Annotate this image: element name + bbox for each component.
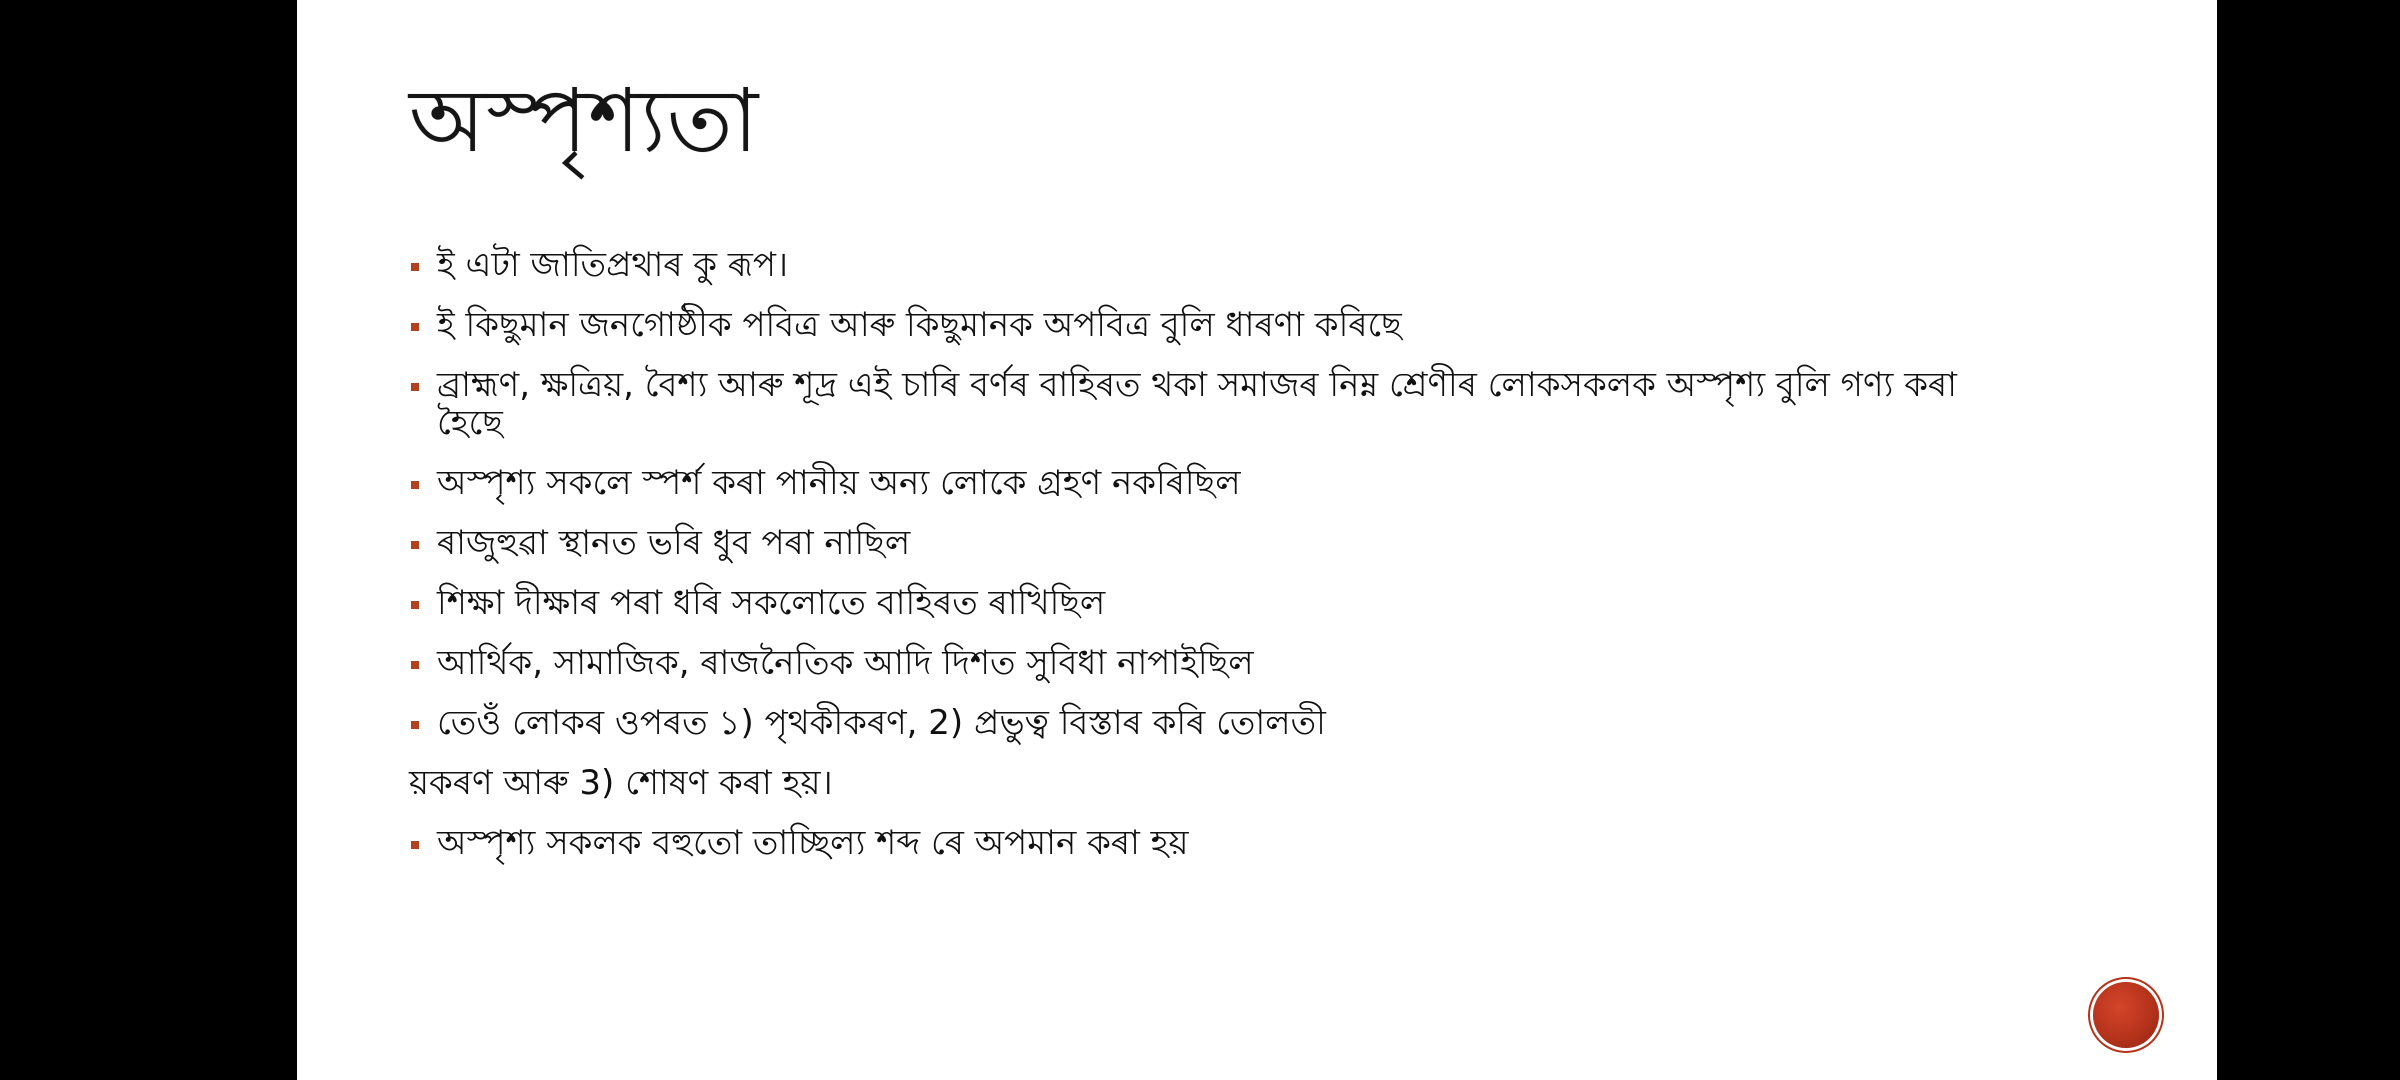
bullet-item-4: [409, 464, 1969, 502]
bullet-item-1: [409, 246, 1969, 284]
bullet-list: [409, 246, 1969, 884]
bullet-item-3: [409, 366, 1969, 442]
red-circle-button-icon[interactable]: [2093, 982, 2159, 1048]
bullet-marker: [411, 661, 419, 669]
bullet-item-5: [409, 524, 1969, 562]
bullet-item-10: [409, 824, 1969, 862]
bullet-text: য়কৰণ আৰু 3) শোষণ কৰা হয়।: [409, 763, 833, 803]
bullet-item-2: [409, 306, 1969, 344]
bullet-marker: [411, 323, 419, 331]
bullet-item-6: [409, 584, 1969, 622]
bullet-text: তেওঁ লোকৰ ওপৰত ১) পৃথকীকৰণ, 2) প্ৰভুত্ব বিস্তাৰ কৰি তোলতী: [437, 703, 1326, 743]
bullet-text: ব্ৰাহ্মণ, ক্ষত্ৰিয়, বৈশ্য আৰু শূদ্ৰ এই চাৰি বৰ্ণৰ বাহিৰত থকা সমাজৰ নিম্ন শ্ৰেণীৰ লোকসকলক অস্পৃশ্য বুলি গণ্য কৰা হৈছে: [437, 365, 1957, 443]
bullet-text: শিক্ষা দীক্ষাৰ পৰা ধৰি সকলোতে বাহিৰত ৰাখিছিল: [437, 583, 1106, 623]
bullet-text: ই কিছুমান জনগোষ্ঠীক পবিত্ৰ আৰু কিছুমানক অপবিত্ৰ বুলি ধাৰণা কৰিছে: [437, 305, 1402, 345]
bullet-text: ই এটা জাতিপ্ৰথাৰ কু ৰূপ।: [437, 245, 789, 285]
bullet-text: অস্পৃশ্য সকলে স্পৰ্শ কৰা পানীয় অন্য লোকে গ্ৰহণ নকৰিছিল: [437, 463, 1241, 503]
slide-title: অস্পৃশ্যতা: [409, 69, 760, 172]
bullet-item-8: [409, 704, 1969, 742]
bullet-marker: [411, 263, 419, 271]
bullet-text: আৰ্থিক, সামাজিক, ৰাজনৈতিক আদি দিশত সুবিধা নাপাইছিল: [437, 643, 1254, 683]
bullet-item-7: [409, 644, 1969, 682]
bullet-text: ৰাজুহুৱা স্থানত ভৰি ধুব পৰা নাছিল: [437, 523, 911, 563]
bullet-item-continuation: [409, 764, 1969, 802]
bullet-text: অস্পৃশ্য সকলক বহুতো তাচ্ছিল্য শব্দ ৰে অপমান কৰা হয়: [437, 823, 1189, 863]
bullet-marker: [411, 481, 419, 489]
bullet-marker: [411, 841, 419, 849]
bullet-marker: [411, 601, 419, 609]
slide: [297, 0, 2217, 1080]
bullet-marker: [411, 721, 419, 729]
bullet-marker: [411, 541, 419, 549]
bullet-marker: [411, 383, 419, 391]
